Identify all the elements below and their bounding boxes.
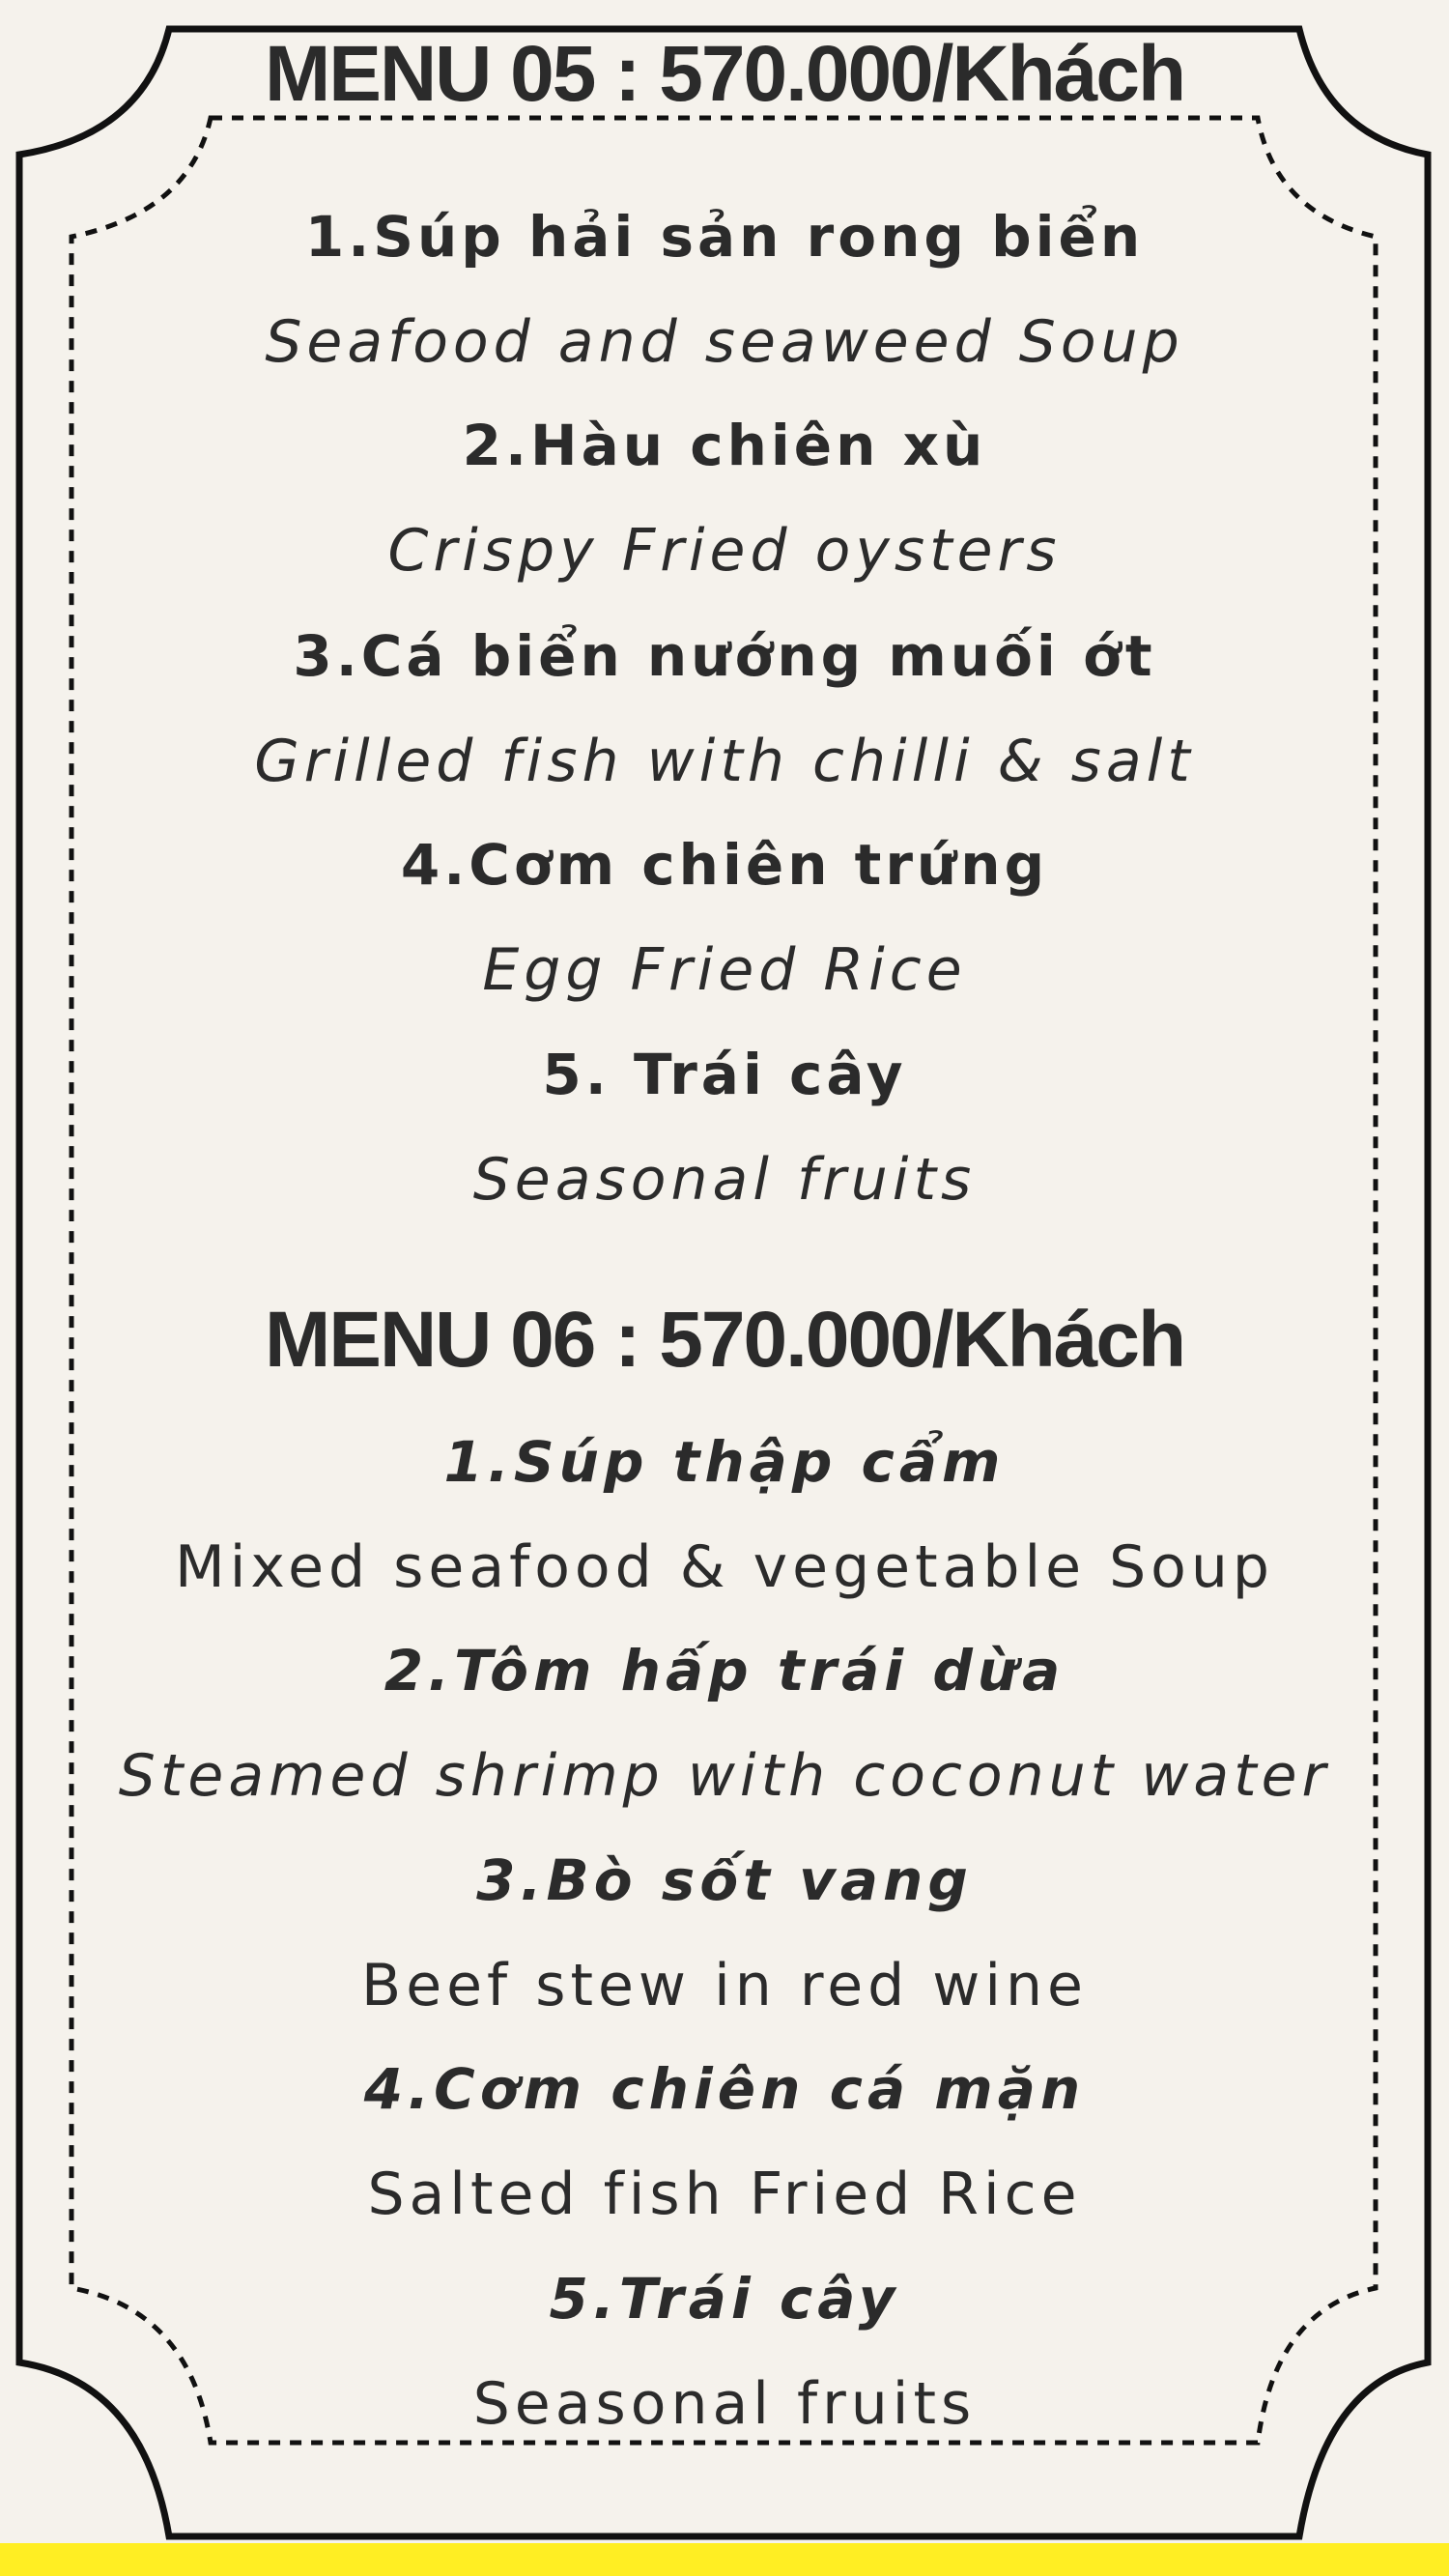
menu06-item-4-en: Salted fish Fried Rice (367, 2161, 1082, 2228)
yellow-accent-bar (0, 2543, 1449, 2576)
menu06-item-3-vi: 3.Bò sốt vang (476, 1847, 973, 1913)
menu06-item-2-vi: 2.Tôm hấp trái dừa (384, 1638, 1065, 1703)
menu05-item-4-en: Egg Fried Rice (482, 936, 967, 1004)
menu05-item-5-en: Seasonal fruits (472, 1146, 977, 1214)
menu06-item-1-vi: 1.Súp thập cẩm (443, 1429, 1006, 1495)
menu06-item-5-vi: 5.Trái cây (549, 2266, 900, 2332)
menu05-item-5-vi: 5. Trái cây (542, 1042, 907, 1107)
menu05-item-1-vi: 1.Súp hải sản rong biển (304, 204, 1145, 270)
menu05-item-4-vi: 4.Cơm chiên trứng (400, 832, 1049, 898)
menu06-item-3-en: Beef stew in red wine (361, 1952, 1088, 2019)
menu06-item-4-vi: 4.Cơm chiên cá mặn (363, 2056, 1086, 2122)
menu05-item-1-en: Seafood and seaweed Soup (265, 308, 1184, 376)
menu05-item-2-vi: 2.Hàu chiên xù (462, 413, 987, 478)
menu06-item-2-en: Steamed shrimp with coconut water (118, 1742, 1331, 1810)
menu06-item-5-en: Seasonal fruits (472, 2370, 977, 2438)
menu05-item-2-en: Crispy Fried oysters (387, 517, 1062, 585)
menu05-item-3-en: Grilled fish with chilli & salt (254, 728, 1195, 795)
menu06-item-1-en: Mixed seafood & vegetable Soup (174, 1533, 1275, 1601)
menu05-heading: MENU 05 : 570.000/Khách (264, 30, 1185, 118)
menu05-item-3-vi: 3.Cá biển nướng muối ớt (293, 623, 1156, 689)
menu06-heading: MENU 06 : 570.000/Khách (264, 1296, 1185, 1384)
